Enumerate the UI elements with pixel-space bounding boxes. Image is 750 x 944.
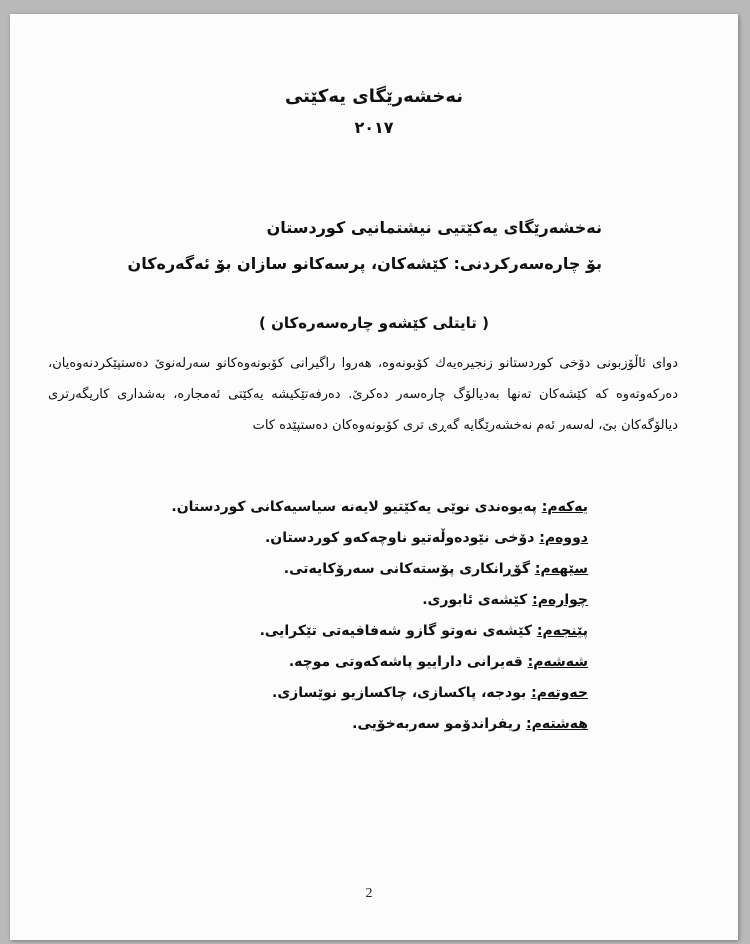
subtitle-line: نەخشەرێگای یەکێتیی نیشتمانیی کوردستان (266, 218, 602, 237)
agenda-item-text: ریفراندۆمو سەربەخۆیی. (352, 716, 522, 732)
agenda-item-text: کێشەی ئابوری. (422, 592, 528, 608)
section-heading: ( تایتلی کێشەو چارەسەرەکان ) (259, 314, 489, 332)
page-number: 2 (365, 886, 373, 901)
agenda-item-text: قەیرانی دارایيو پاشەکەوتی موچە. (288, 654, 523, 670)
agenda-item-label: یەکەم: (541, 499, 588, 515)
agenda-item (70, 647, 588, 678)
agenda-item (70, 709, 588, 740)
agenda-item (70, 678, 588, 709)
document-title: نەخشەرێگای یەکێتی (284, 86, 464, 107)
agenda-item-text: بودجە، پاکسازی، چاکسازیو نوێسازی. (272, 685, 527, 701)
document-year: ٢٠١٧ (354, 118, 394, 137)
subtitle-line: بۆ چارەسەرکردنی: کێشەکان، پرسەکانو سازان بۆ ئەگەرەکان (127, 254, 602, 273)
agenda-list (70, 492, 588, 740)
agenda-item (70, 523, 588, 554)
agenda-item-text: گۆڕانکاری پۆستەکانی سەرۆکایەتی. (283, 561, 531, 577)
agenda-item-label: شەشەم: (527, 654, 588, 670)
subtitle-block (70, 210, 602, 282)
agenda-item-label: سێهەم: (534, 561, 588, 577)
agenda-item (70, 554, 588, 585)
agenda-item-text: پەیوەندی نوێی یەکێتیو لایەنە سیاسیەکانی کوردستان. (171, 499, 537, 515)
agenda-item-label: چوارەم: (532, 592, 588, 608)
agenda-item-label: حەوتەم: (531, 685, 588, 701)
agenda-item (70, 585, 588, 616)
agenda-item-label: پێنجەم: (536, 623, 588, 639)
agenda-item-label: دووەم: (539, 530, 588, 546)
agenda-item-label: هەشتەم: (525, 716, 588, 732)
intro-paragraph: دوای ئاڵۆزبونی دۆخی کوردستانو زنجیرەیەك کۆبونەوە، هەروا راگیرانی کۆبونەوەکانو سەرلەنوێ دەستپێکردنەوەیان، دەرکەوتەوە کە کێشەکان تەنها بەدیالۆگ چارەسەر دەکرێ. دەرفەتێکیشە یەکێتی ئەمجارە، بەشداری کاریگەرتری دیالۆگەکان بێ، لەسەر ئەم نەخشەرێگایە گەڕی تری کۆبونەوەکان دەستپێدە کات (48, 356, 678, 433)
agenda-item (70, 616, 588, 647)
agenda-item (70, 492, 588, 523)
agenda-item-text: کێشەی نەوتو گازو شەفافیەتی تێکرایی. (259, 623, 532, 639)
agenda-item-text: دۆخی نێودەوڵەتیو ناوچەکەو کوردستان. (264, 530, 535, 546)
document-page (10, 14, 738, 940)
